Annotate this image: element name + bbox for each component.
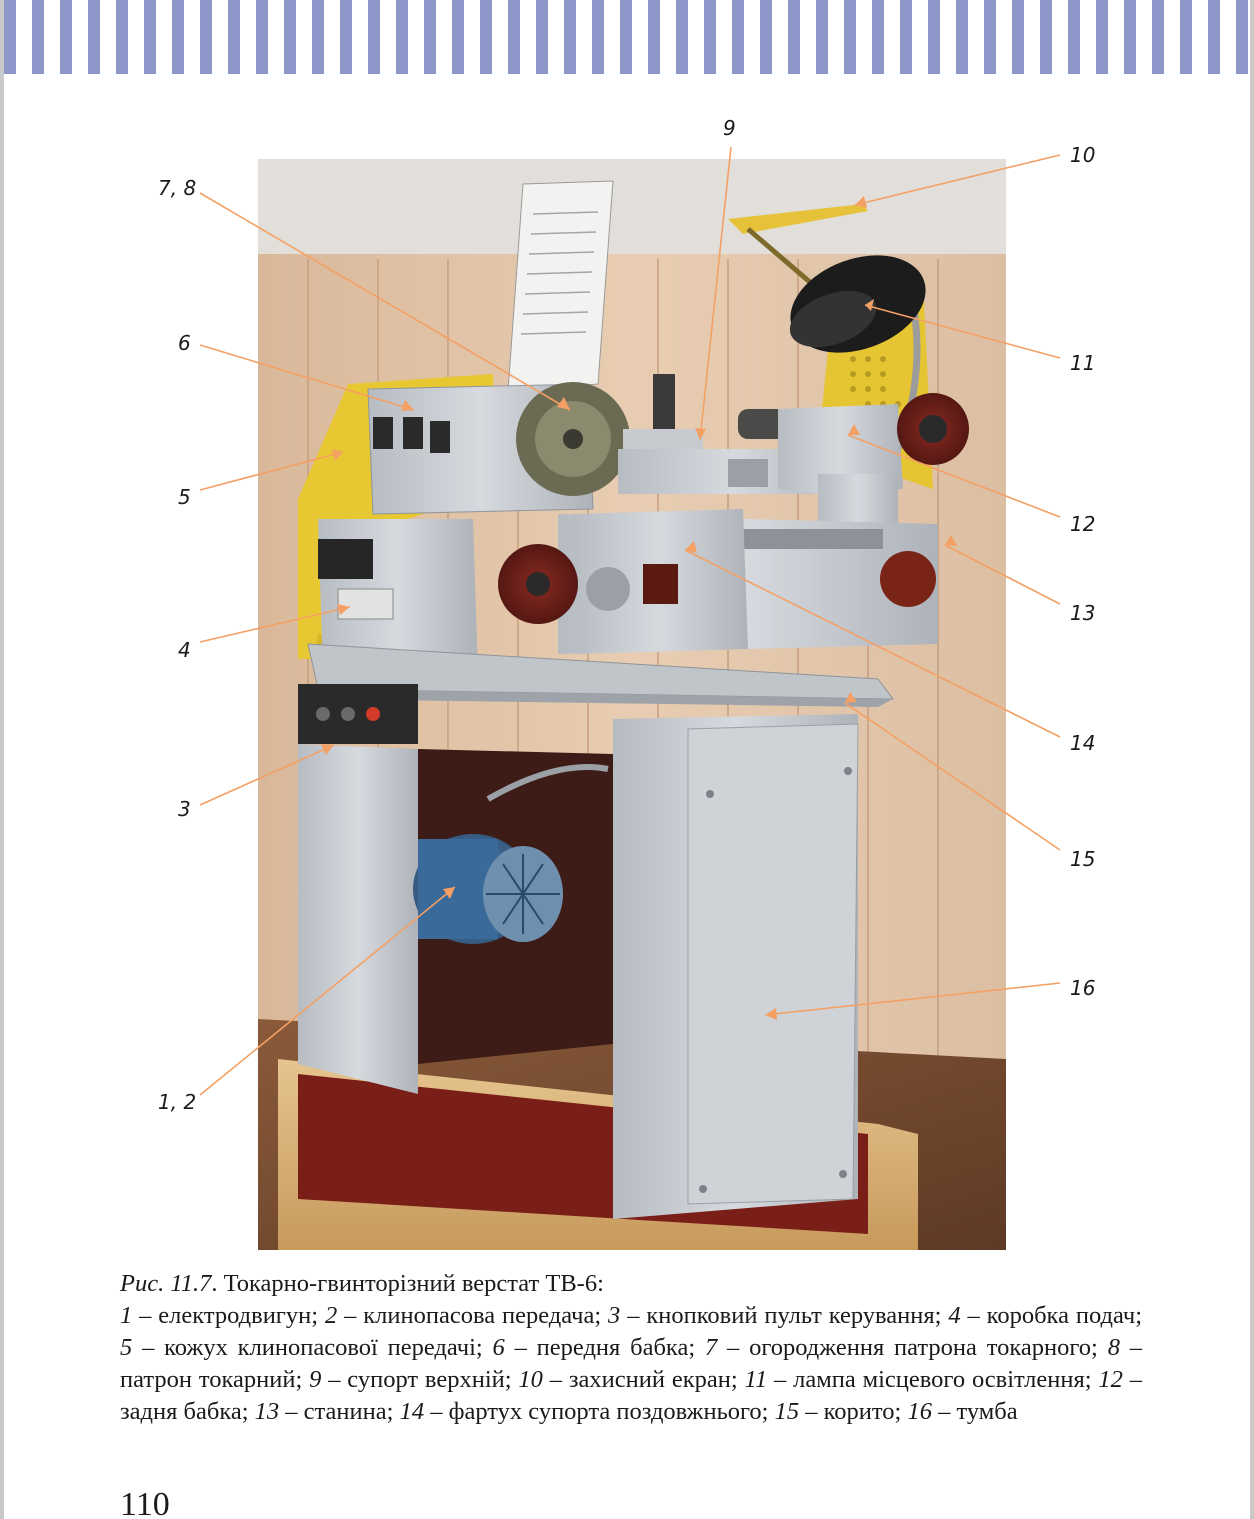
legend-num: 4 — [948, 1302, 961, 1329]
legend-text: – лампа місцевого освітлення; — [767, 1366, 1099, 1393]
caption-figure-number: Рис. 11.7 — [120, 1270, 212, 1297]
legend-num: 12 — [1098, 1366, 1123, 1393]
callout-label-15: 15 — [1070, 847, 1096, 871]
legend-num: 14 — [399, 1398, 425, 1425]
legend-text: – електродвигун; — [132, 1302, 325, 1329]
legend-text: – кожух клинопасової передачі; — [132, 1334, 493, 1361]
page-number: 110 — [120, 1486, 170, 1519]
legend-text: – передня бабка; — [504, 1334, 705, 1361]
legend-num: 11 — [744, 1366, 768, 1393]
caption-legend — [120, 1302, 1142, 1425]
callout-label-7-8: 7, 8 — [158, 176, 197, 200]
legend-text: – станина; — [279, 1398, 400, 1425]
callout-label-1-2: 1, 2 — [158, 1090, 197, 1114]
legend-num: 15 — [774, 1398, 800, 1425]
caption-figure-title: . Токарно-гвинторізний верстат ТВ-6: — [211, 1270, 604, 1297]
callout-label-16: 16 — [1070, 976, 1096, 1000]
legend-text: – захисний екран; — [542, 1366, 745, 1393]
callout-label-11: 11 — [1070, 351, 1096, 375]
callout-label-13: 13 — [1070, 601, 1096, 625]
legend-num: 2 — [324, 1302, 338, 1329]
legend-text: – корито; — [799, 1398, 908, 1425]
decorative-stripe-band — [4, 0, 1250, 74]
legend-num: 7 — [704, 1334, 718, 1361]
legend-text: – огородження патрона токарного; — [717, 1334, 1108, 1361]
callout-label-6: 6 — [178, 331, 191, 355]
callout-label-12: 12 — [1070, 512, 1096, 536]
callout-label-9: 9 — [723, 116, 736, 140]
legend-text: – коробка подач; — [960, 1302, 1143, 1329]
legend-num: 13 — [254, 1398, 280, 1425]
legend-num: 10 — [518, 1366, 543, 1393]
legend-num: 5 — [120, 1334, 133, 1361]
legend-num: 1 — [120, 1302, 133, 1329]
legend-num: 9 — [309, 1366, 322, 1393]
legend-num: 8 — [1107, 1334, 1120, 1361]
legend-text: – супорт верхній; — [321, 1366, 519, 1393]
callout-label-3: 3 — [178, 797, 191, 821]
callout-label-4: 4 — [178, 638, 191, 662]
caption-title — [120, 1268, 1142, 1300]
legend-num: 6 — [492, 1334, 505, 1361]
lathe-photo — [258, 159, 1006, 1250]
legend-text: – задня бабка; — [120, 1366, 1143, 1425]
legend-text: – клинопасова передача; — [337, 1302, 609, 1329]
legend-num: 16 — [907, 1398, 932, 1425]
legend-text: – тумба — [931, 1398, 1018, 1425]
callout-label-5: 5 — [178, 485, 191, 509]
callout-label-10: 10 — [1070, 143, 1096, 167]
figure-caption — [120, 1268, 1142, 1428]
callout-label-14: 14 — [1070, 731, 1096, 755]
legend-num: 3 — [608, 1302, 621, 1329]
legend-text: – фартух супорта поздовжнього; — [424, 1398, 775, 1425]
legend-text: – патрон токарний; — [120, 1334, 1142, 1393]
legend-text: – кнопковий пульт керування; — [620, 1302, 949, 1329]
